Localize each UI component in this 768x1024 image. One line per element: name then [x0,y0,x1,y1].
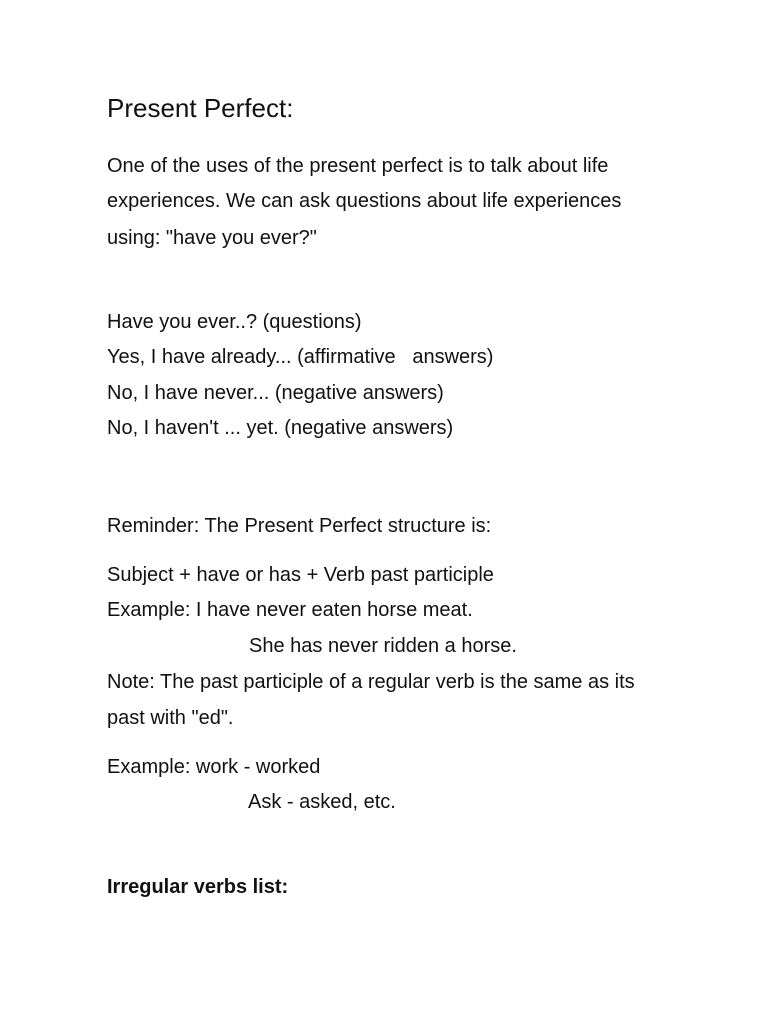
note-line-2: past with "ed". [107,707,234,729]
usage-line-questions: Have you ever..? (questions) [107,311,362,333]
intro-line-3: using: "have you ever?" [107,227,317,249]
structure-line: Subject + have or has + Verb past participle [107,564,494,586]
example-line-2: Example: work - worked [107,756,321,778]
usage-line-negative-yet: No, I haven't ... yet. (negative answers) [107,417,454,439]
usage-line-negative-never: No, I have never... (negative answers) [107,382,444,404]
intro-line-2: experiences. We can ask questions about life experiences [107,190,622,212]
example-line-1: Example: I have never eaten horse meat. [107,599,473,621]
reminder-line: Reminder: The Present Perfect structure is: [107,515,492,537]
intro-line-1: One of the uses of the present perfect is to talk about life [107,155,609,177]
document-title: Present Perfect: [107,93,294,123]
usage-line-affirmative: Yes, I have already... (affirmative answers) [107,346,494,368]
example-line-1-continued: She has never ridden a horse. [249,635,517,657]
note-line-1: Note: The past participle of a regular verb is the same as its [107,671,635,693]
example-line-2-continued: Ask - asked, etc. [248,791,396,813]
irregular-verbs-heading: Irregular verbs list: [107,876,289,898]
